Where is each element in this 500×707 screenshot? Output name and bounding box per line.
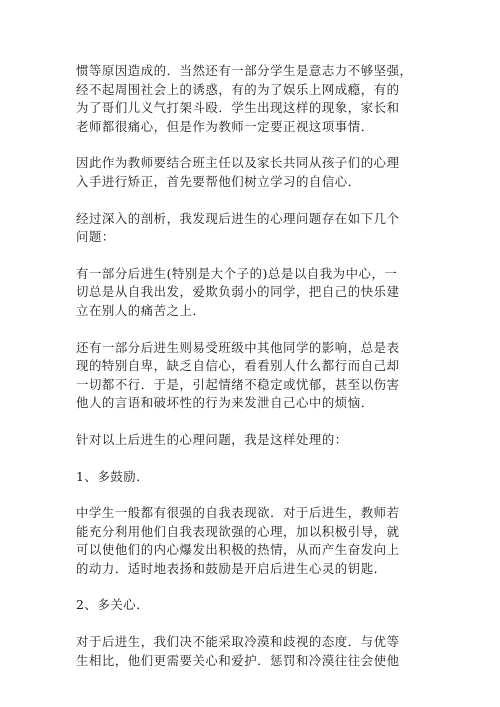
text-line: 一切都不行．于是，引起情绪不稳定或忧郁，甚至以伤害	[76, 376, 400, 392]
text-line: 老师都很痛心，但是作为教师一定要正视这项事情．	[76, 118, 374, 134]
paragraph-encourage	[76, 504, 424, 578]
text-line: 对于后进生，我们决不能采取冷漠和歧视的态度．与优等	[76, 634, 400, 650]
paragraph-causes	[76, 62, 424, 136]
paragraph-care	[76, 633, 424, 670]
text-line: 立在别人的痛苦之上．	[76, 302, 206, 318]
text-line: 1、多鼓励．	[76, 468, 150, 484]
text-line: 生相比，他们更需要关心和爱护．惩罚和冷漠往往会使他	[76, 652, 400, 668]
text-line: 他人的言语和破坏性的行为来发泄自己心中的烦恼．	[76, 395, 374, 411]
text-line: 经不起周围社会上的诱惑，有的为了娱乐上网成瘾，有的	[76, 81, 400, 97]
text-line: 的动力．适时地表扬和鼓励是开启后进生心灵的钥匙．	[76, 560, 387, 576]
text-line: 惯等原因造成的．当然还有一部分学生是意志力不够坚强，	[76, 63, 413, 78]
text-line: 有一部分后进生(特别是大个子的)总是以自我为中心，一	[76, 265, 398, 281]
heading-encourage	[76, 468, 424, 487]
text-line: 能充分利用他们自我表现欲强的心理，加以积极引导，就	[76, 523, 400, 539]
text-line: 现的特别自卑，缺乏自信心，看看别人什么都行而自己却	[76, 358, 400, 374]
text-line: 为了哥们儿义气打架斗殴．学生出现这样的现象，家长和	[76, 100, 400, 116]
text-line: 经过深入的剖析，我发现后进生的心理问题存在如下几个	[76, 210, 400, 226]
text-line: 还有一部分后进生则易受班级中其他同学的影响，总是表	[76, 339, 400, 355]
text-line: 中学生一般都有很强的自我表现欲．对于后进生，教师若	[76, 505, 400, 521]
paragraph-self-centered	[76, 265, 424, 321]
text-line: 入手进行矫正，首先要帮他们树立学习的自信心．	[76, 173, 361, 189]
paragraph-correction	[76, 154, 424, 191]
document-page	[76, 62, 424, 670]
text-line: 切总是从自我出发，爱欺负弱小的同学，把自己的快乐建	[76, 284, 400, 300]
text-line: 可以使他们的内心爆发出积极的热情，从而产生奋发向上	[76, 542, 400, 558]
paragraph-approach	[76, 431, 424, 450]
text-line: 2、多关心．	[76, 597, 150, 613]
paragraph-inferiority	[76, 339, 424, 413]
heading-care	[76, 596, 424, 615]
text-line: 问题：	[76, 229, 115, 245]
paragraph-analysis	[76, 210, 424, 247]
text-line: 因此作为教师要结合班主任以及家长共同从孩子们的心理	[76, 155, 400, 171]
text-line: 针对以上后进生的心理问题，我是这样处理的：	[76, 431, 348, 447]
